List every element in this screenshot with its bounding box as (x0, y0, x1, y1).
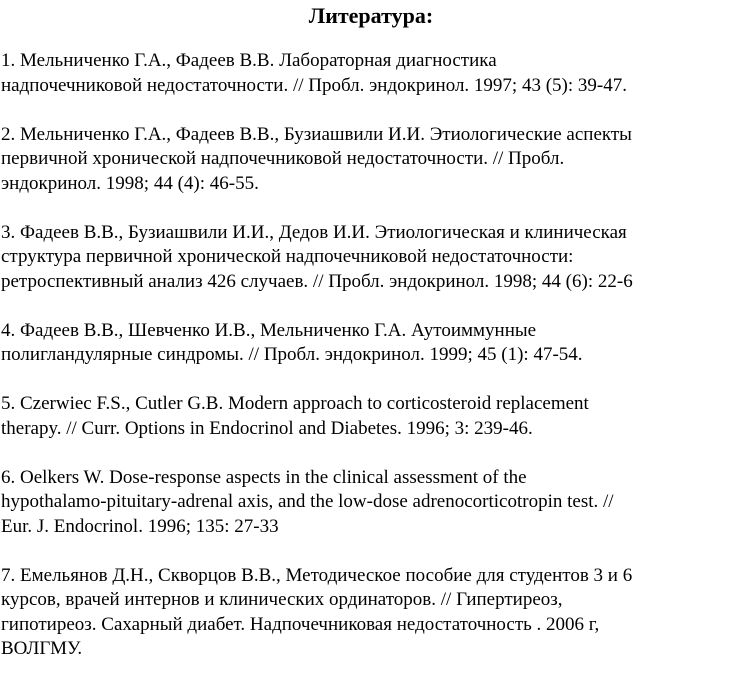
page-title: Литература: (308, 3, 434, 28)
reference-list (1, 49, 742, 686)
reference-line: ВОЛГМУ. (1, 638, 83, 659)
reference-line: 4. Фадеев В.В., Шевченко И.В., Мельниченко Г.А. Аутоиммунные (1, 319, 537, 341)
reference-line: 6. Oelkers W. Dose-response aspects in the clinical assessment of the (1, 466, 527, 488)
reference-line: эндокринол. 1998; 44 (4): 46-55. (1, 172, 259, 194)
reference-line: 7. Емельянов Д.Н., Скворцов В.В., Методическое пособие для студентов 3 и 6 (1, 564, 633, 586)
reference-item-5 (1, 392, 742, 441)
reference-item-3 (1, 221, 742, 295)
reference-line: надпочечниковой недостаточности. // Пробл. эндокринол. 1997; 43 (5): 39-47. (1, 74, 627, 96)
reference-line: структура первичной хронической надпочечниковой недостаточности: (1, 246, 574, 267)
reference-line: ретроспективный анализ 426 случаев. // Пробл. эндокринол. 1998; 44 (6): 22-6 (1, 270, 633, 292)
reference-line: курсов, врачей интернов и клинических ординаторов. // Гипертиреоз, (1, 589, 563, 610)
reference-line: гипотиреоз. Сахарный диабет. Надпочечниковая недостаточность . 2006 г, (1, 613, 600, 635)
reference-line: первичной хронической надпочечниковой недостаточности. // Пробл. (1, 148, 565, 169)
reference-line: 1. Мельниченко Г.А., Фадеев В.В. Лабораторная диагностика (1, 50, 497, 71)
reference-line: 5. Czerwiec F.S., Cutler G.B. Modern approach to corticosteroid replacement (1, 393, 589, 414)
reference-item-4 (1, 319, 742, 368)
reference-line: Eur. J. Endocrinol. 1996; 135: 27-33 (1, 515, 279, 537)
reference-item-7 (1, 564, 742, 662)
reference-line: therapy. // Curr. Options in Endocrinol and Diabetes. 1996; 3: 239-46. (1, 417, 533, 439)
reference-item-6 (1, 466, 742, 540)
reference-line: 2. Мельниченко Г.А., Фадеев В.В., Бузиашвили И.И. Этиологические аспекты (1, 123, 632, 145)
reference-item-1 (1, 49, 742, 98)
reference-line: полигландулярные синдромы. // Пробл. эндокринол. 1999; 45 (1): 47-54. (1, 344, 583, 365)
reference-line: 3. Фадеев В.В., Бузиашвили И.И., Дедов И.И. Этиологическая и клиническая (1, 221, 627, 243)
reference-item-2 (1, 123, 742, 197)
reference-line: hypothalamo-pituitary-adrenal axis, and the low-dose adrenocorticotropin test. // (1, 491, 614, 512)
